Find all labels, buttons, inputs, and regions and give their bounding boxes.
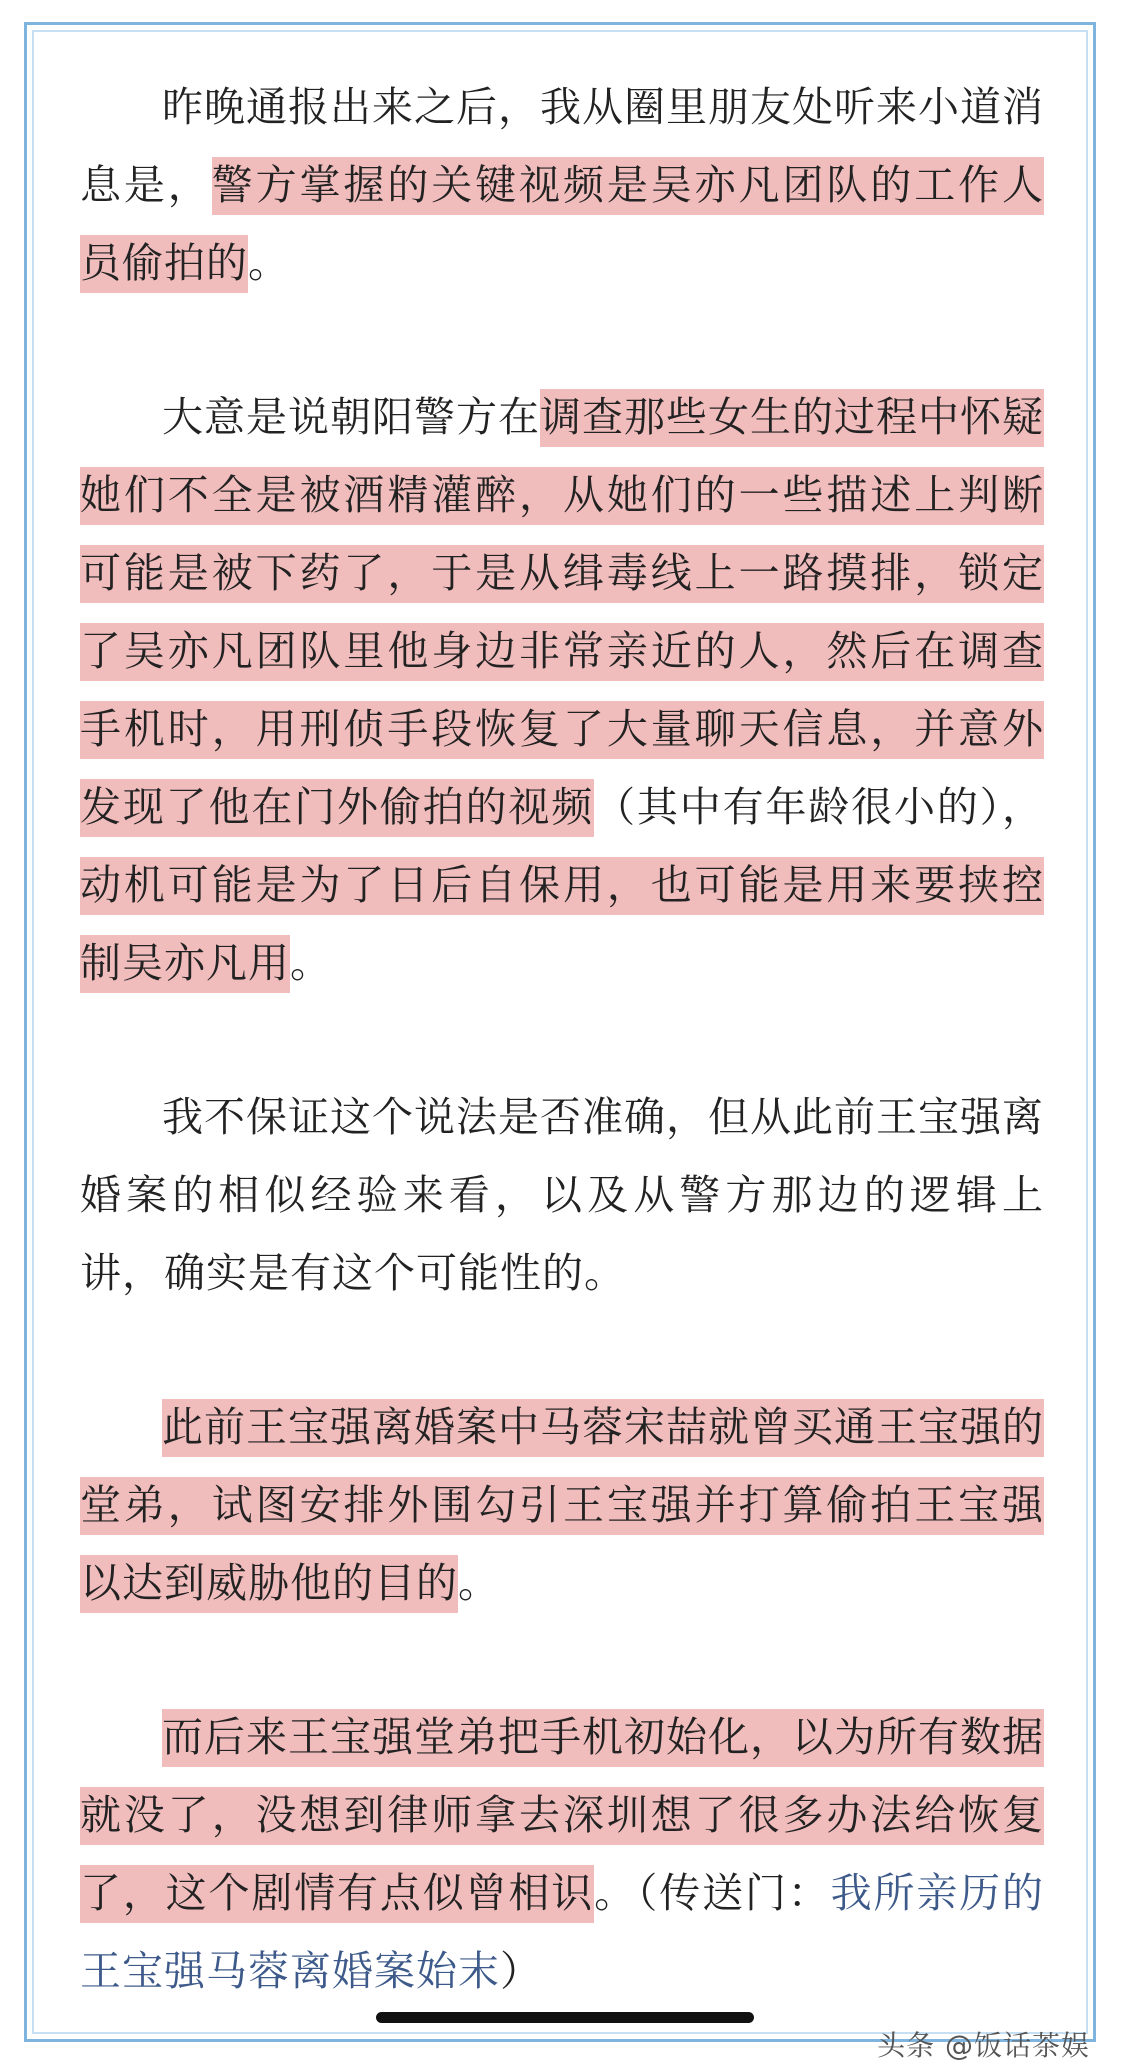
paragraph-2-text-1: 大意是说朝阳警方在 (162, 393, 540, 441)
paragraph-5-text-1: 。（传送门： (594, 1869, 831, 1917)
paragraph-3 (80, 1078, 1044, 1312)
article-link[interactable]: 我所亲历的王宝强马蓉离婚案始末 (80, 1869, 1045, 1995)
paragraph-5-highlight-1: 而后来王宝强堂弟把手机初始化，以为所有数据就没了，没想到律师拿去深圳想了很多办法给恢复了，这个剧情有点似曾相识 (80, 1709, 1044, 1923)
paragraph-2 (80, 378, 1044, 1002)
article-body (80, 68, 1044, 2010)
paragraph-1-text-1: 昨晚通报出来之后，我从圈里朋友处听来小道消息是， (80, 83, 1044, 209)
paragraph-3-text-1: 我不保证这个说法是否准确，但从此前王宝强离婚案的相似经验来看，以及从警方那边的逻辑上讲，确实是有这个可能性的。 (80, 1093, 1044, 1297)
paragraph-2-text-3: 。 (290, 939, 332, 987)
paragraph-2-text-2: （其中有年龄很小的）， (594, 783, 1045, 831)
paragraph-4-text-1: 。 (458, 1559, 500, 1607)
paragraph-2-highlight-1: 调查那些女生的过程中怀疑她们不全是被酒精灌醉，从她们的一些描述上判断可能是被下药了，于是从缉毒线上一路摸排，锁定了吴亦凡团队里他身边非常亲近的人，然后在调查手机时，用刑侦手段恢复了大量聊天信息，并意外发现了他在门外偷拍的视频 (80, 389, 1044, 837)
home-indicator-bar[interactable] (376, 2012, 754, 2023)
paragraph-1-highlight-1: 警方掌握的关键视频是吴亦凡团队的工作人员偷拍的 (80, 157, 1044, 293)
paragraph-1 (80, 68, 1044, 302)
paragraph-4-highlight-1: 此前王宝强离婚案中马蓉宋喆就曾买通王宝强的堂弟，试图安排外围勾引王宝强并打算偷拍王宝强以达到威胁他的目的 (80, 1399, 1044, 1613)
watermark-label: 头条 @饭话茶娱 (877, 2029, 1090, 2062)
paragraph-2-highlight-2: 动机可能是为了日后自保用，也可能是用来要挟控制吴亦凡用 (80, 857, 1044, 993)
paragraph-1-text-2: 。 (248, 239, 290, 287)
paragraph-5 (80, 1698, 1044, 2010)
paragraph-4 (80, 1388, 1044, 1622)
paragraph-5-text-2: ） (500, 1947, 542, 1995)
